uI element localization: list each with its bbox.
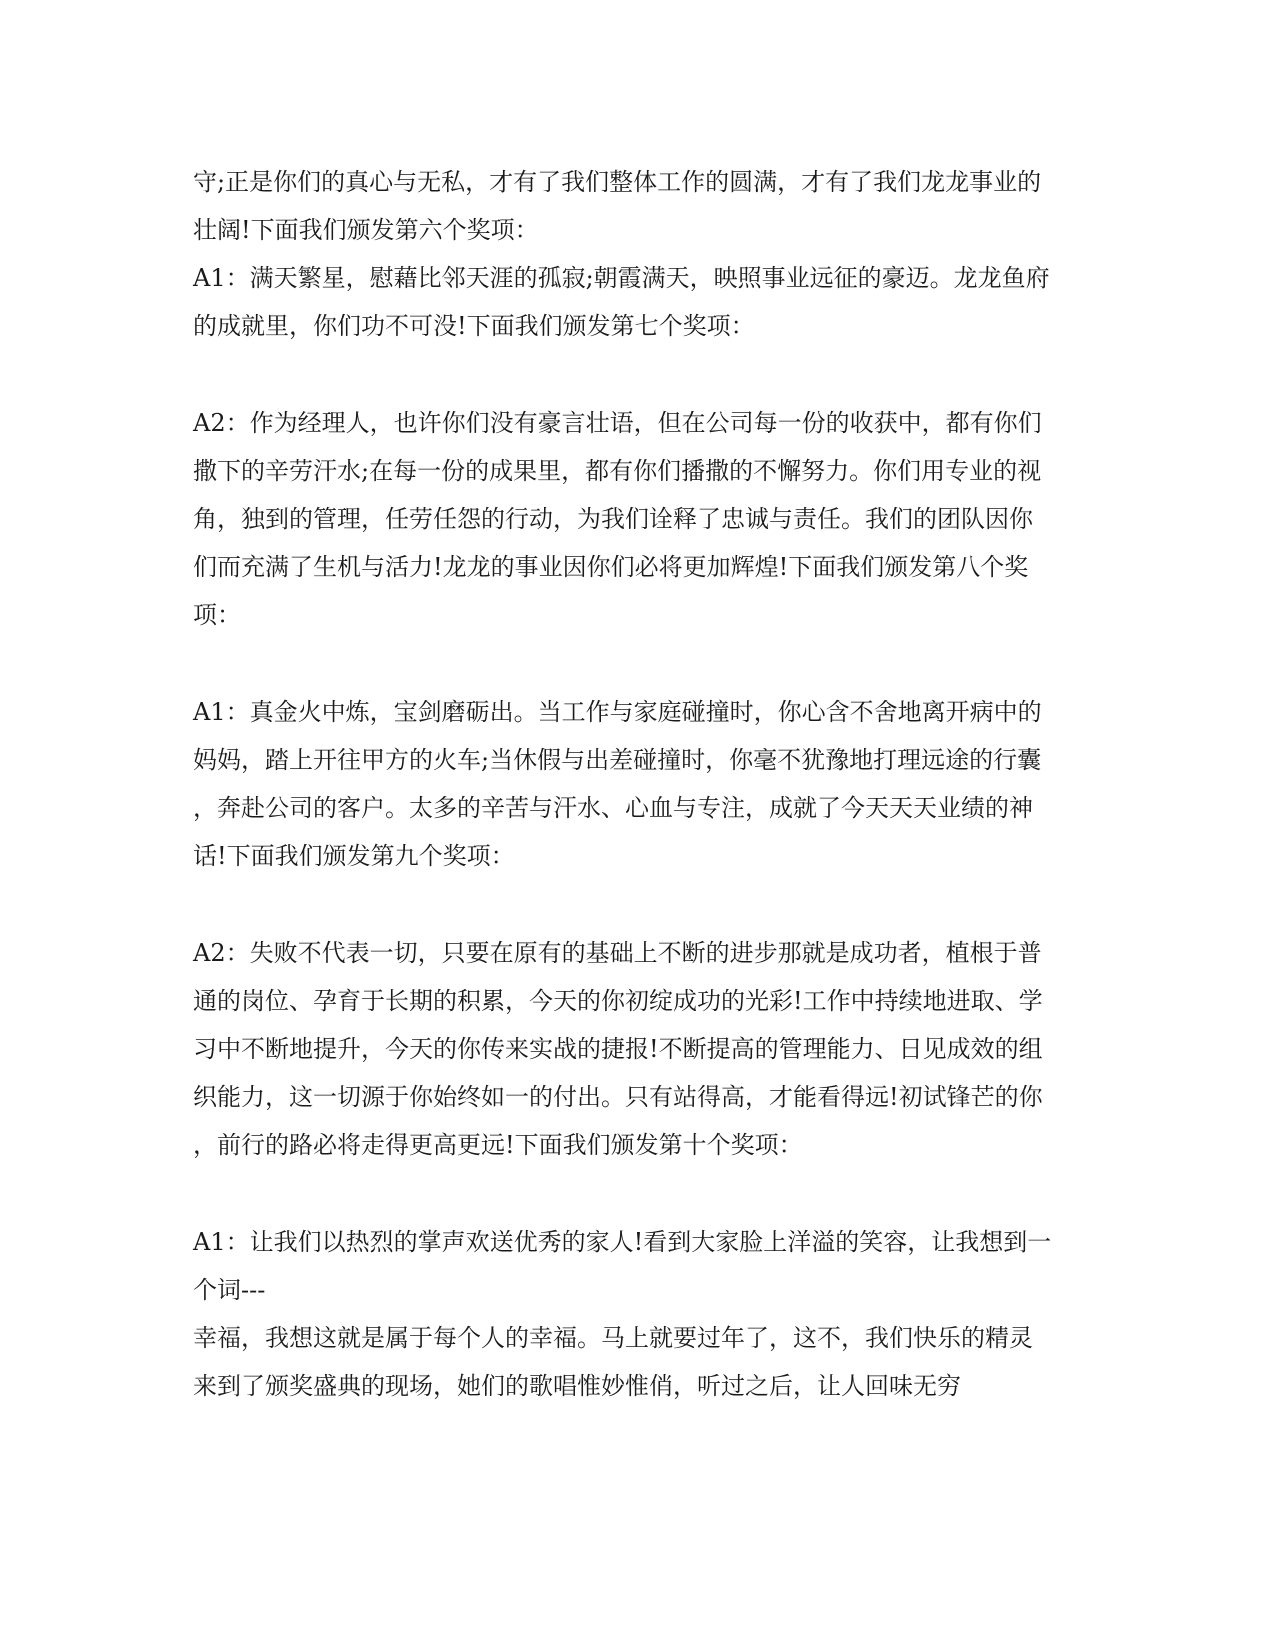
paragraph-2 — [193, 399, 1083, 639]
paragraph-3 — [193, 688, 1083, 880]
text-line: 织能力，这一切源于你始终如一的付出。只有站得高，才能看得远!初试锋芒的你 — [193, 1083, 1043, 1111]
text-line: A1：让我们以热烈的掌声欢送优秀的家人!看到大家脸上洋溢的笑容，让我想到一 — [193, 1228, 1052, 1256]
paragraph-spacer — [193, 1169, 1083, 1218]
paragraph-5 — [193, 1218, 1083, 1410]
paragraph-spacer — [193, 350, 1083, 399]
text-line: 壮阔!下面我们颁发第六个奖项： — [193, 216, 539, 244]
paragraph-spacer — [193, 639, 1083, 688]
paragraph-1 — [193, 158, 1083, 350]
text-line: A2：失败不代表一切，只要在原有的基础上不断的进步那就是成功者，植根于普 — [193, 939, 1042, 967]
text-line: A1：满天繁星，慰藉比邻天涯的孤寂;朝霞满天，映照事业远征的豪迈。龙龙鱼府 — [193, 264, 1050, 292]
paragraph-spacer — [193, 880, 1083, 929]
text-line: 来到了颁奖盛典的现场，她们的歌唱惟妙惟俏，听过之后，让人回味无穷 — [193, 1372, 961, 1400]
text-line: ，前行的路必将走得更高更远!下面我们颁发第十个奖项： — [193, 1131, 803, 1159]
text-line: 通的岗位、孕育于长期的积累，今天的你初绽成功的光彩!工作中持续地进取、学 — [193, 987, 1043, 1015]
paragraph-4 — [193, 929, 1083, 1169]
text-line: ，奔赴公司的客户。太多的辛苦与汗水、心血与专注，成就了今天天天业绩的神 — [193, 794, 1033, 822]
text-line: 撒下的辛劳汗水;在每一份的成果里，都有你们播撒的不懈努力。你们用专业的视 — [193, 457, 1042, 485]
text-line: A2：作为经理人，也许你们没有豪言壮语，但在公司每一份的收获中，都有你们 — [193, 409, 1042, 437]
text-line: 们而充满了生机与活力!龙龙的事业因你们必将更加辉煌!下面我们颁发第八个奖 — [193, 553, 1029, 581]
text-line: 幸福，我想这就是属于每个人的幸福。马上就要过年了，这不，我们快乐的精灵 — [193, 1324, 1033, 1352]
text-line: 话!下面我们颁发第九个奖项： — [193, 842, 515, 870]
document-body — [193, 158, 1083, 1410]
text-line: 项： — [193, 601, 241, 629]
text-line: A1：真金火中炼，宝剑磨砺出。当工作与家庭碰撞时，你心含不舍地离开病中的 — [193, 698, 1042, 726]
text-line: 的成就里，你们功不可没!下面我们颁发第七个奖项： — [193, 312, 755, 340]
text-line: 习中不断地提升，今天的你传来实战的捷报!不断提高的管理能力、日见成效的组 — [193, 1035, 1043, 1063]
text-line: 个词--- — [193, 1276, 266, 1304]
text-line: 守;正是你们的真心与无私，才有了我们整体工作的圆满，才有了我们龙龙事业的 — [193, 168, 1042, 196]
text-line: 角，独到的管理，任劳任怨的行动，为我们诠释了忠诚与责任。我们的团队因你 — [193, 505, 1033, 533]
text-line: 妈妈，踏上开往甲方的火车;当休假与出差碰撞时，你毫不犹豫地打理远途的行囊 — [193, 746, 1042, 774]
